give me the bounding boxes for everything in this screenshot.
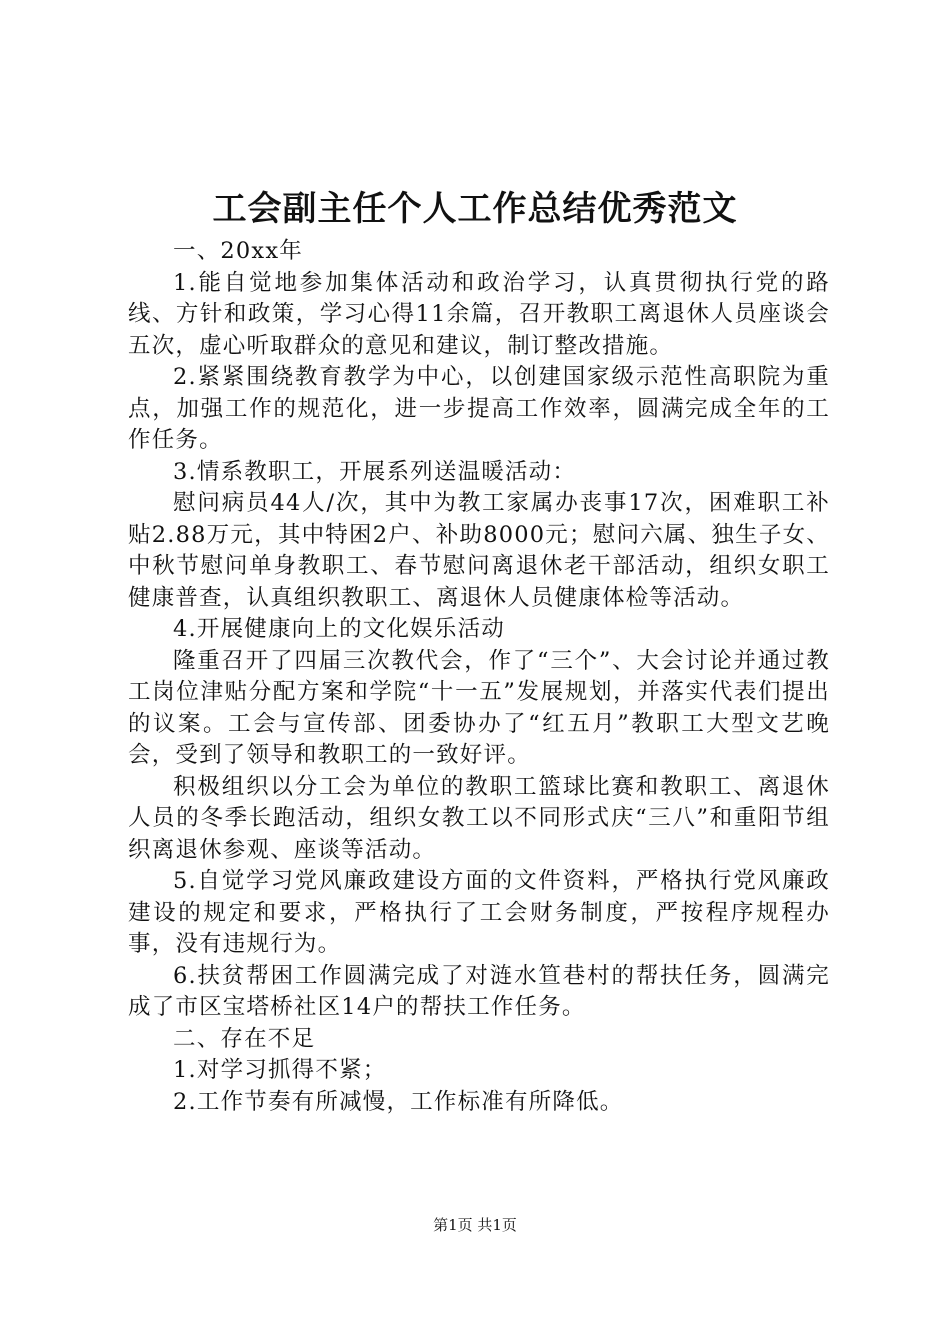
paragraph-item-3: 3.情系教职工，开展系列送温暖活动： — [173, 458, 577, 485]
section-heading-2: 二、存在不足 — [173, 1025, 316, 1052]
paragraph-sports: 积极组织以分工会为单位的教职工篮球比赛和教职工、离退休人员的冬季长跑活动，组织女教工以不同形式庆“三八”和重阳节组织离退休参观、座谈等活动。 — [128, 773, 830, 863]
paragraph-item-1: 1.能自觉地参加集体活动和政治学习，认真贯彻执行党的路线、方针和政策，学习心得11余篇，召开教职工离退休人员座谈会五次，虚心听取群众的意见和建议，制订整改措施。 — [128, 269, 830, 359]
section-heading-1: 一、20xx年 — [173, 238, 303, 264]
paragraph-care-details: 慰问病员44人/次，其中为教工家属办丧事17次，困难职工补贴2.88万元，其中特困2户、补助8000元；慰问六属、独生子女、中秋节慰问单身教职工、春节慰问离退休老干部活动，组织女职工健康普查，认真组织教职工、离退休人员健康体检等活动。 — [128, 490, 830, 611]
paragraph-item-5: 5.自觉学习党风廉政建设方面的文件资料，严格执行党风廉政建设的规定和要求，严格执行了工会财务制度，严按程序规程办事，没有违规行为。 — [128, 868, 830, 957]
shortcoming-item-2: 2.工作节奏有所减慢，工作标准有所降低。 — [173, 1088, 624, 1115]
page-footer: 第1页 共1页 — [433, 1216, 517, 1234]
document-body — [128, 236, 830, 1118]
paragraph-item-6: 6.扶贫帮困工作圆满完成了对涟水笪巷村的帮扶任务，圆满完成了市区宝塔桥社区14户的帮扶工作任务。 — [128, 962, 830, 1020]
document-title: 工会副主任个人工作总结优秀范文 — [212, 189, 738, 229]
paragraph-item-2: 2.紧紧围绕教育教学为中心，以创建国家级示范性高职院为重点，加强工作的规范化，进一步提高工作效率，圆满完成全年的工作任务。 — [128, 364, 830, 453]
paragraph-congress: 隆重召开了四届三次教代会，作了“三个”、大会讨论并通过教工岗位津贴分配方案和学院“十一五”发展规划，并落实代表们提出的议案。工会与宣传部、团委协办了“红五月”教职工大型文艺晚会，受到了领导和教职工的一致好评。 — [128, 647, 830, 768]
shortcoming-item-1: 1.对学习抓得不紧； — [173, 1057, 387, 1083]
paragraph-item-4: 4.开展健康向上的文化娱乐活动 — [173, 616, 505, 642]
